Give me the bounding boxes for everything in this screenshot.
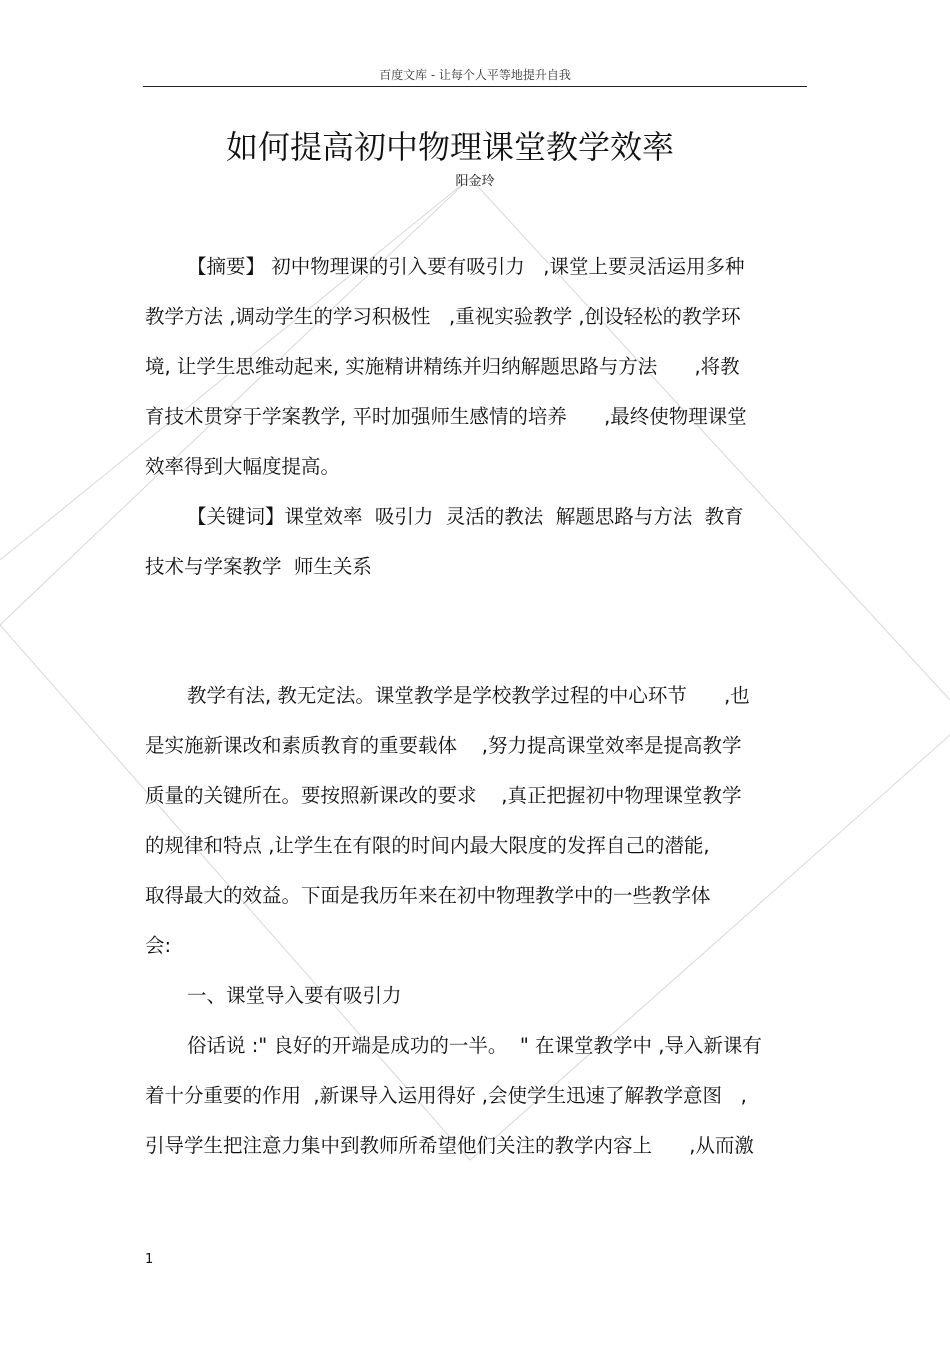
body-line: 是实施新课改和素质教育的重要载体 ,努力提高课堂效率是提高教学	[145, 734, 742, 757]
abstract-line: 【摘要】 初中物理课的引入要有吸引力 ,课堂上要灵活运用多种	[187, 255, 745, 278]
body-line: 俗话说 :" 良好的开端是成功的一半。 " 在课堂教学中 ,导入新课有	[187, 1034, 762, 1057]
abstract-line: 效率得到大幅度提高。	[145, 455, 341, 478]
keywords-line: 技术与学案教学 师生关系	[145, 555, 372, 578]
body-line: 引导学生把注意力集中到教师所希望他们关注的教学内容上 ,从而激	[145, 1134, 754, 1157]
header-divider	[143, 86, 807, 87]
abstract-line: 境, 让学生思维动起来, 实施精讲精练并归纳解题思路与方法 ,将教	[145, 355, 740, 378]
abstract-line: 教学方法 ,调动学生的学习积极性 ,重视实验教学 ,创设轻松的教学环	[145, 305, 741, 328]
author-name: 阳金玲	[455, 174, 495, 189]
document-title: 如何提高初中物理课堂教学效率	[225, 128, 674, 166]
page-number: 1	[145, 1252, 154, 1267]
keywords-line: 【关键词】课堂效率 吸引力 灵活的教法 解题思路与方法 教育	[187, 505, 744, 528]
body-line: 教学有法, 教无定法。课堂教学是学校教学过程的中心环节 ,也	[187, 684, 750, 707]
body-line: 质量的关键所在。要按照新课改的要求 ,真正把握初中物理课堂教学	[145, 784, 742, 807]
abstract-line: 育技术贯穿于学案教学, 平时加强师生感情的培养 ,最终使物理课堂	[145, 405, 747, 428]
page-header: 百度文库 - 让每个人平等地提升自我	[379, 68, 571, 82]
body-line: 取得最大的效益。下面是我历年来在初中物理教学中的一些教学体	[145, 884, 711, 907]
section-heading: 一、课堂导入要有吸引力	[187, 984, 402, 1007]
body-line: 会:	[145, 934, 172, 957]
body-line: 的规律和特点 ,让学生在有限的时间内最大限度的发挥自己的潜能,	[145, 834, 710, 857]
body-line: 着十分重要的作用 ,新课导入运用得好 ,会使学生迅速了解教学意图 ,	[145, 1084, 747, 1107]
